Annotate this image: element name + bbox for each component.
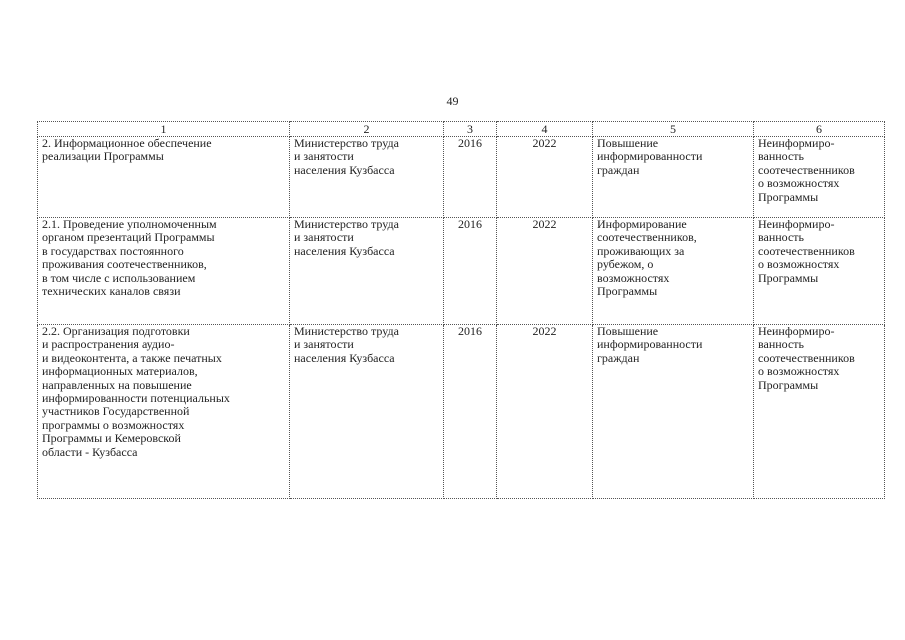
column-header: 5 xyxy=(593,122,754,137)
measure-name-cell xyxy=(38,137,290,218)
table-row xyxy=(38,218,885,325)
cell-text-line: Повышение xyxy=(597,136,659,150)
cell-text: 2016 xyxy=(458,217,482,231)
cell-text-line: ванность xyxy=(758,337,805,352)
cell-text-line: населения Кузбасса xyxy=(294,162,395,177)
cell-text-line: Неинформиро- xyxy=(758,324,835,338)
cell-text-line: в том числе с использованием xyxy=(42,270,196,285)
column-header: 2 xyxy=(290,122,444,137)
cell-text-line: Информирование xyxy=(597,217,687,231)
cell-text-line: информационных материалов, xyxy=(42,364,198,379)
start-year-cell xyxy=(444,218,497,325)
cell-text-line: участников Государственной xyxy=(42,404,190,419)
cell-text-line: соотечественников xyxy=(758,243,855,258)
start-year-cell xyxy=(444,325,497,499)
risk-cell xyxy=(754,137,885,218)
executor-cell xyxy=(290,137,444,218)
cell-text-line: населения Кузбасса xyxy=(294,243,395,258)
cell-text-line: Программы xyxy=(758,377,819,392)
cell-text: 2016 xyxy=(458,324,482,338)
cell-text-line: информированности xyxy=(597,337,703,352)
cell-text-line: реализации Программы xyxy=(42,149,164,164)
cell-text-line: и занятости xyxy=(294,337,354,352)
cell-text-line: 2.2. Организация подготовки xyxy=(42,324,190,338)
expected-result-cell xyxy=(593,218,754,325)
cell-text-line: Повышение xyxy=(597,324,659,338)
cell-text-line: Программы xyxy=(758,270,819,285)
cell-text-line: ванность xyxy=(758,149,805,164)
cell-text-line: о возможностях xyxy=(758,257,840,272)
measure-name-cell xyxy=(38,218,290,325)
column-header: 6 xyxy=(754,122,885,137)
executor-cell xyxy=(290,325,444,499)
cell-text-line: и распространения аудио- xyxy=(42,337,175,352)
cell-text-line: и занятости xyxy=(294,230,354,245)
cell-text-line: области - Кузбасса xyxy=(42,444,138,459)
cell-text-line: программы о возможностях xyxy=(42,417,185,432)
cell-text-line: информированности xyxy=(597,149,703,164)
cell-text-line: ванность xyxy=(758,230,805,245)
cell-text-line: в государствах постоянного xyxy=(42,243,184,258)
cell-text-line: Министерство труда xyxy=(294,136,399,150)
cell-text-line: населения Кузбасса xyxy=(294,350,395,365)
end-year-cell xyxy=(497,218,593,325)
cell-text-line: соотечественников xyxy=(758,350,855,365)
cell-text-line: технических каналов связи xyxy=(42,284,181,299)
cell-text-line: рубежом, о xyxy=(597,257,654,272)
cell-text-line: Программы xyxy=(597,284,658,299)
executor-cell xyxy=(290,218,444,325)
cell-text-line: органом презентаций Программы xyxy=(42,230,215,245)
risk-cell xyxy=(754,325,885,499)
cell-text-line: 2. Информационное обеспечение xyxy=(42,136,212,150)
table-header-row xyxy=(38,122,885,137)
expected-result-cell xyxy=(593,325,754,499)
measure-name-cell xyxy=(38,325,290,499)
cell-text-line: информированности потенциальных xyxy=(42,391,230,406)
cell-text: 2022 xyxy=(532,136,557,150)
cell-text-line: соотечественников, xyxy=(597,230,697,245)
cell-text-line: Программы и Кемеровской xyxy=(42,431,181,446)
risk-cell xyxy=(754,218,885,325)
cell-text-line: проживания соотечественников, xyxy=(42,257,207,272)
cell-text-line: Программы xyxy=(758,189,819,204)
column-header: 4 xyxy=(497,122,593,137)
start-year-cell xyxy=(444,137,497,218)
table-row xyxy=(38,137,885,218)
cell-text-line: и занятости xyxy=(294,149,354,164)
cell-text-line: Неинформиро- xyxy=(758,217,835,231)
cell-text-line: граждан xyxy=(597,350,640,365)
cell-text-line: Неинформиро- xyxy=(758,136,835,150)
cell-text-line: и видеоконтента, а также печатных xyxy=(42,350,222,365)
cell-text: 2022 xyxy=(532,324,557,338)
cell-text-line: Министерство труда xyxy=(294,324,399,338)
cell-text-line: возможностях xyxy=(597,270,670,285)
cell-text-line: Министерство труда xyxy=(294,217,399,231)
cell-text-line: соотечественников xyxy=(758,162,855,177)
column-header: 1 xyxy=(38,122,290,137)
table-row xyxy=(38,325,885,499)
cell-text-line: о возможностях xyxy=(758,364,840,379)
end-year-cell xyxy=(497,137,593,218)
page-number: 49 xyxy=(446,94,459,108)
cell-text-line: направленных на повышение xyxy=(42,377,192,392)
cell-text-line: 2.1. Проведение уполномоченным xyxy=(42,217,217,231)
cell-text-line: о возможностях xyxy=(758,176,840,191)
cell-text: 2022 xyxy=(532,217,557,231)
column-header: 3 xyxy=(444,122,497,137)
cell-text-line: проживающих за xyxy=(597,243,685,258)
program-measures-table xyxy=(37,121,885,499)
cell-text: 2016 xyxy=(458,136,482,150)
end-year-cell xyxy=(497,325,593,499)
expected-result-cell xyxy=(593,137,754,218)
cell-text-line: граждан xyxy=(597,162,640,177)
